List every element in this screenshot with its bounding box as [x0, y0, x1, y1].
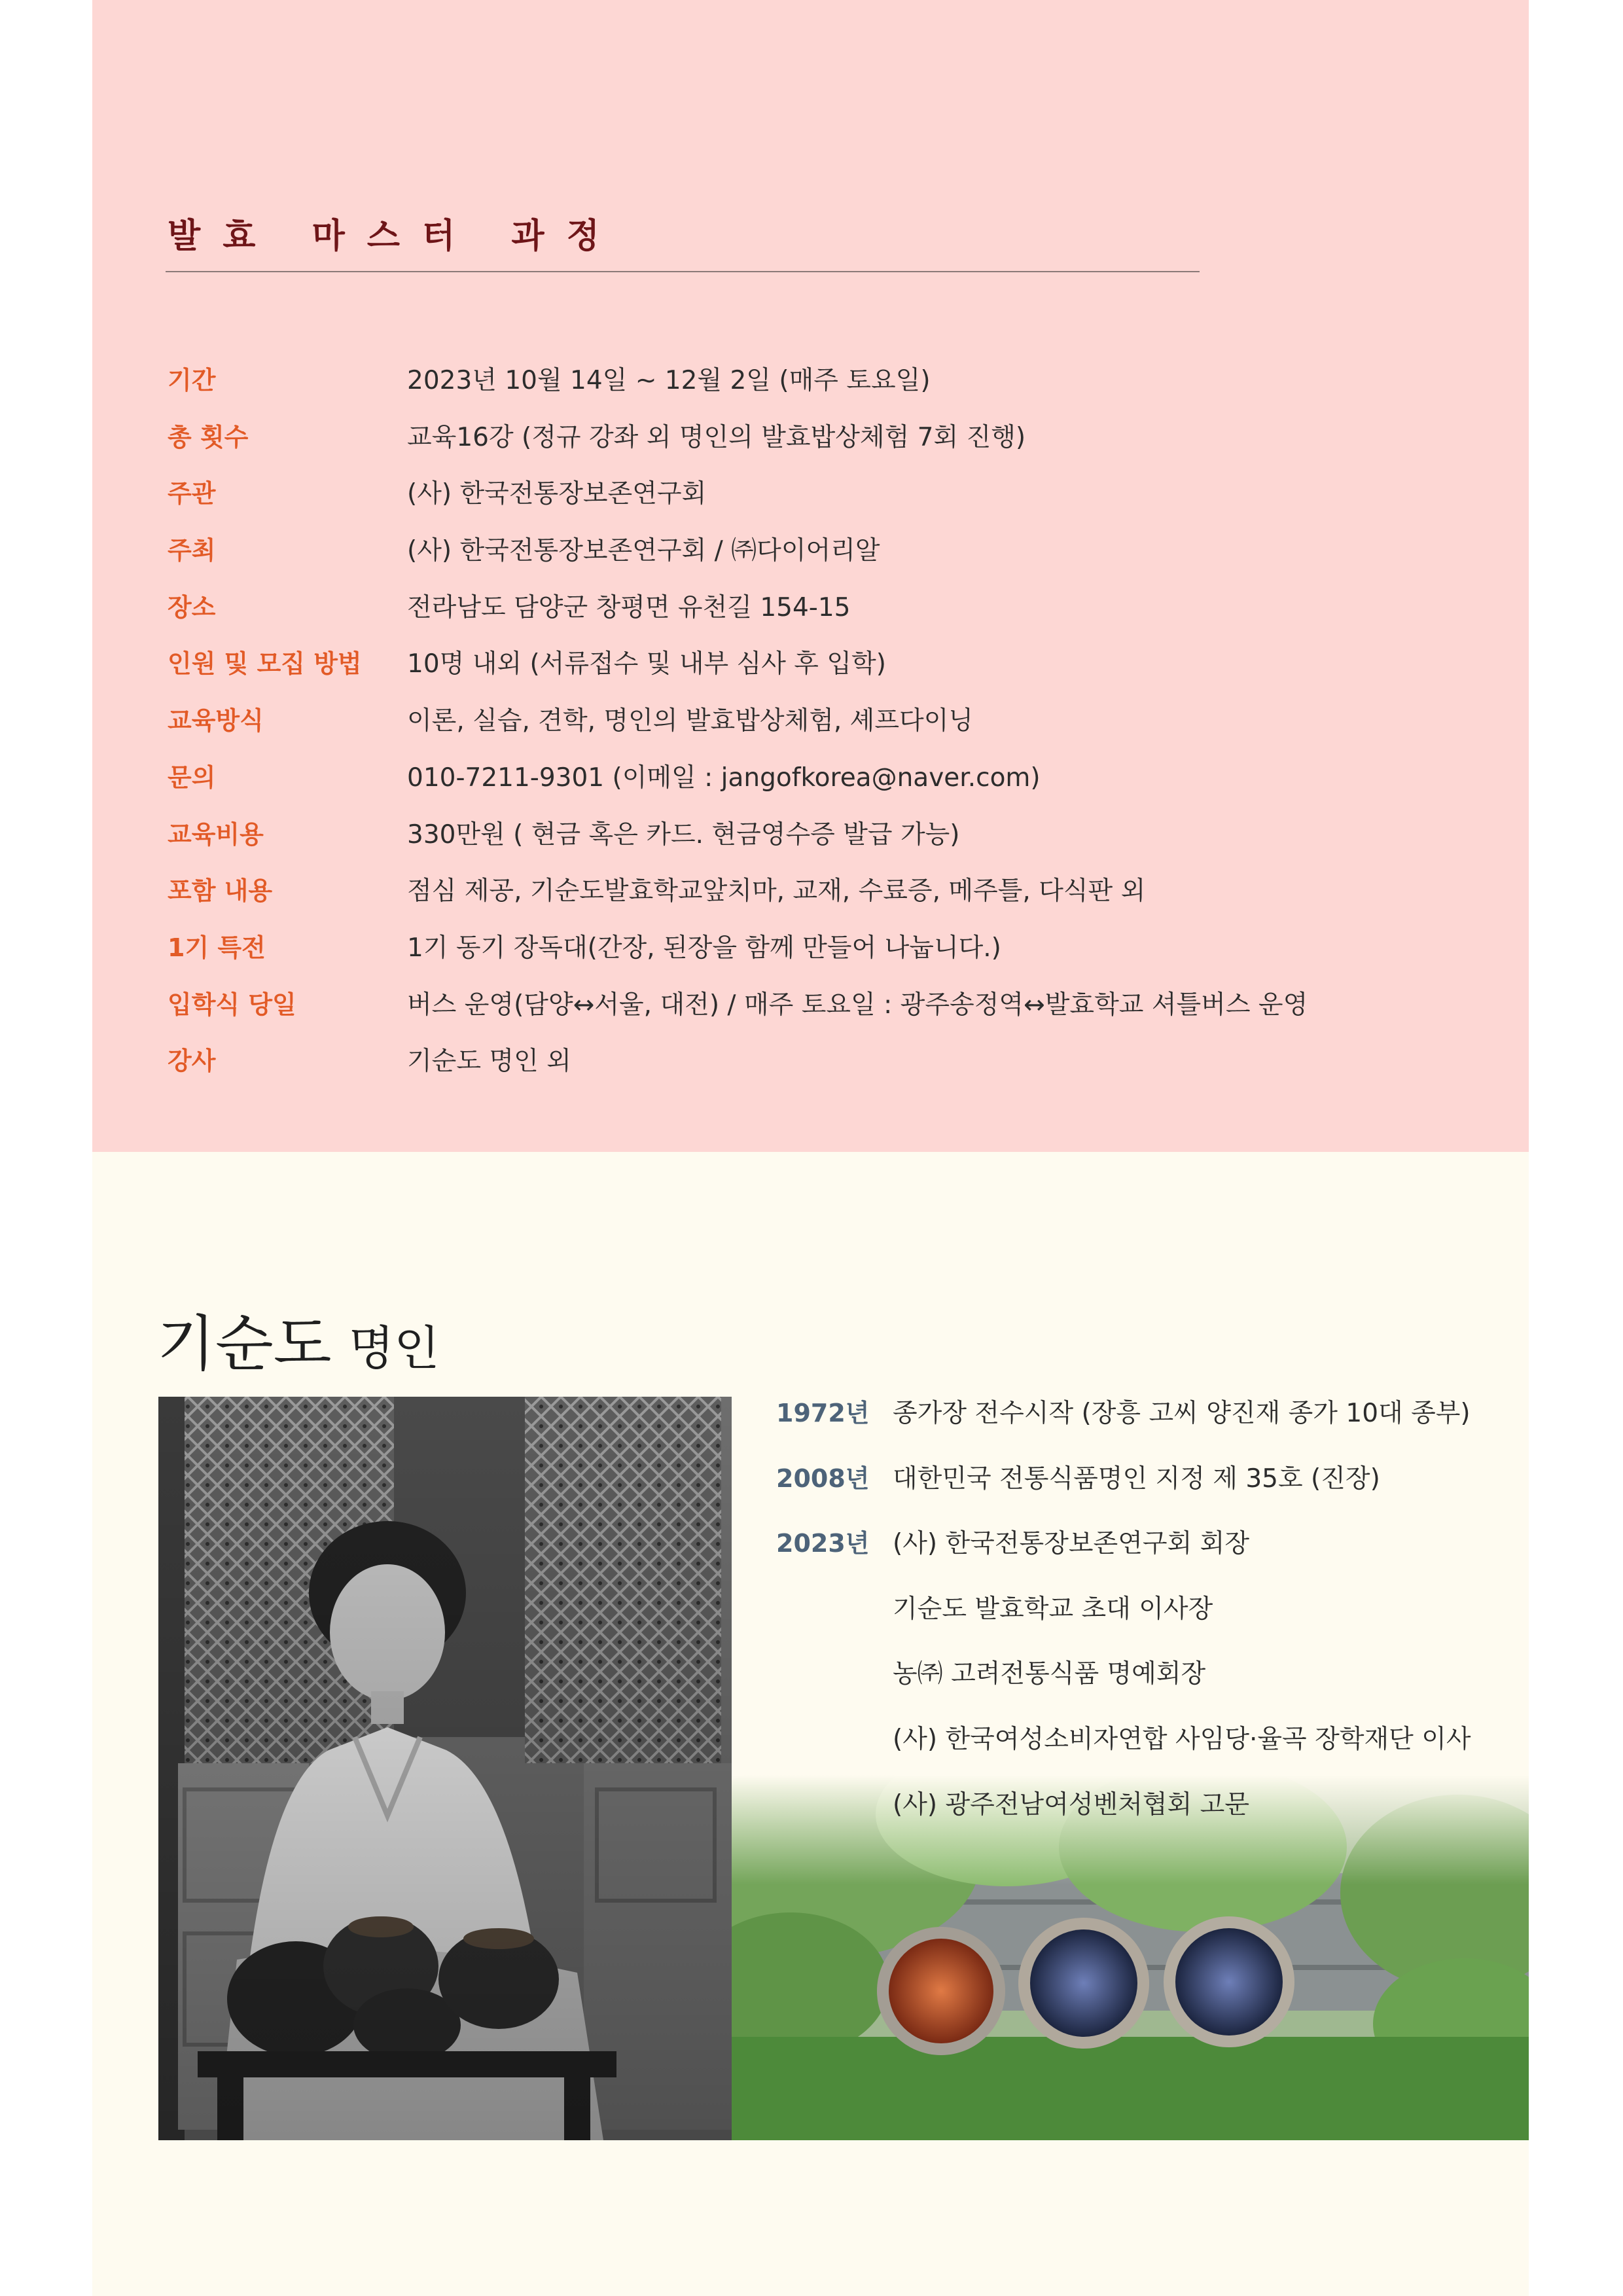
career-row	[776, 1719, 1529, 1784]
career-row	[776, 1653, 1529, 1719]
info-value: 10명 내외 (서류접수 및 내부 심사 후 입학)	[407, 649, 886, 679]
info-label: 장소	[168, 592, 216, 622]
info-row-benefit	[168, 927, 1476, 984]
course-title: 발효 마스터 과정	[168, 217, 622, 256]
info-row-contact	[168, 757, 1476, 814]
career-text: 농㈜ 고려전통식품 명예회장	[893, 1659, 1206, 1689]
info-label: 총 횟수	[168, 422, 249, 452]
info-row-method	[168, 700, 1476, 757]
master-name: 기순도	[157, 1309, 332, 1379]
info-value: (사) 한국전통장보존연구회 / ㈜다이어리알	[407, 536, 880, 566]
info-row-included	[168, 870, 1476, 927]
title-divider	[166, 271, 1200, 272]
info-value: 교육16강 (정규 강좌 외 명인의 발효밥상체험 7회 진행)	[407, 422, 1026, 452]
info-value: 버스 운영(담양↔서울, 대전) / 매주 토요일 : 광주송정역↔발효학교 셔틀버스 운영	[407, 990, 1308, 1020]
info-value: 010-7211-9301 (이메일 : jangofkorea@naver.com)	[407, 762, 1041, 793]
career-year: 1972년	[776, 1399, 870, 1427]
info-label: 주관	[168, 479, 216, 509]
career-year: 2008년	[776, 1463, 870, 1493]
info-label: 기간	[168, 366, 216, 395]
info-value: (사) 한국전통장보존연구회	[407, 479, 707, 509]
info-label: 교육비용	[168, 819, 264, 849]
info-row-period	[168, 360, 1476, 417]
master-title: 명인	[348, 1321, 440, 1376]
info-row-cost	[168, 814, 1476, 871]
info-row-capacity	[168, 643, 1476, 700]
info-value: 2023년 10월 14일 ~ 12월 2일 (매주 토요일)	[407, 366, 931, 395]
career-text: 대한민국 전통식품명인 지정 제 35호 (진장)	[893, 1463, 1380, 1494]
info-value: 이론, 실습, 견학, 명인의 발효밥상체험, 셰프다이닝	[407, 706, 974, 736]
info-value: 1기 동기 장독대(간장, 된장을 함께 만들어 나눕니다.)	[407, 933, 1001, 963]
info-value: 점심 제공, 기순도발효학교앞치마, 교재, 수료증, 메주틀, 다식판 외	[407, 876, 1146, 906]
info-label: 교육방식	[168, 706, 264, 736]
career-year: 2023년	[776, 1529, 870, 1558]
career-row	[776, 1523, 1529, 1588]
course-info-list	[168, 360, 1476, 1098]
master-heading	[157, 1296, 440, 1382]
career-text: (사) 한국여성소비자연합 사임당·율곡 장학재단 이사	[893, 1724, 1471, 1754]
info-label: 주최	[168, 536, 216, 565]
info-label: 입학식 당일	[168, 990, 296, 1019]
info-value: 330만원 ( 현금 혹은 카드. 현금영수증 발급 가능)	[407, 819, 960, 850]
info-row-host	[168, 530, 1476, 587]
career-row	[776, 1588, 1529, 1654]
info-label: 1기 특전	[168, 933, 266, 962]
career-row	[776, 1458, 1529, 1524]
info-row-location	[168, 587, 1476, 644]
info-label: 인원 및 모집 방법	[168, 649, 362, 679]
info-row-entrance-day	[168, 984, 1476, 1041]
info-label: 강사	[168, 1047, 216, 1076]
info-label: 포함 내용	[168, 876, 273, 906]
career-text: (사) 한국전통장보존연구회 회장	[893, 1529, 1249, 1559]
info-label: 문의	[168, 762, 216, 792]
career-list	[776, 1393, 1529, 1849]
info-row-organizer	[168, 473, 1476, 530]
info-value: 전라남도 담양군 창평면 유천길 154-15	[407, 592, 851, 622]
career-text: (사) 광주전남여성벤처협회 고문	[893, 1789, 1249, 1820]
portrait-photo	[158, 1397, 732, 2140]
career-row	[776, 1393, 1529, 1458]
career-text: 기순도 발효학교 초대 이사장	[893, 1594, 1213, 1624]
info-value: 기순도 명인 외	[407, 1047, 571, 1077]
career-row	[776, 1784, 1529, 1850]
info-row-sessions	[168, 417, 1476, 474]
career-text: 종가장 전수시작 (장흥 고씨 양진재 종가 10대 종부)	[893, 1399, 1471, 1428]
info-row-instructor	[168, 1041, 1476, 1098]
